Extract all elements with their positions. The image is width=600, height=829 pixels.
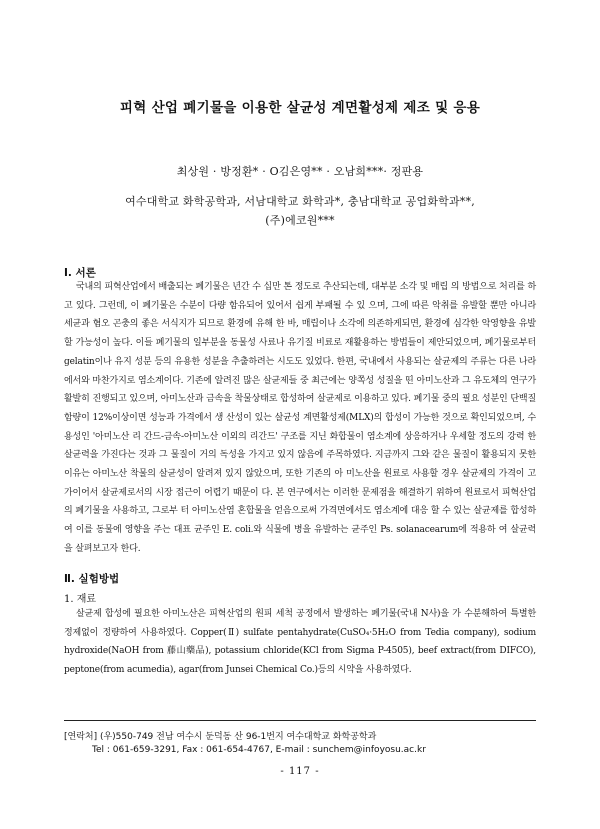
paper-title: 피혁 산업 폐기물을 이용한 살균성 계면활성제 제조 및 응용 xyxy=(119,100,481,116)
contact-phone-email: Tel : 061-659-3291, Fax : 061-654-4767, E-mail : sunchem@infoyosu.ac.kr xyxy=(92,745,426,755)
materials-line: Sigma P-4505), beef extract(from DIFCO), peptone(from acumedia), agar(from Junsei Chemical xyxy=(64,646,536,676)
contact-address: [연락처] (우)550-749 전남 여수시 둔덕동 산 96-1번지 여수대학교 화학공학과 xyxy=(64,732,377,742)
affiliation-line-2: (주)에코원*** xyxy=(265,214,335,227)
intro-line: 같은 물질이 활용되지 못한 이유는 아미노산 착물의 살균성이 알려져 있지 않았으며, 또한 기존의 아 xyxy=(64,450,536,480)
intro-line: 띤 아미노산과 그 유도체의 연구가 활발히 진행되고 있으며, 아미노산과 금속을 착물상태로 합성하여 xyxy=(64,375,536,405)
intro-line: 간드-금속-아미노산 이외의 리간드' 구조를 지닌 화합물이 염소계에 상응하거나 우세할 정도의 강력 xyxy=(143,431,525,442)
intro-line: 산성이 있는 살균성 계면활성제(MLX)의 합성이 가능한 것으로 확인되었으며, 수용성인 '아미노산 리 xyxy=(64,412,536,442)
intro-line: 미노산을 원료로 사용할 경우 살균제의 가격이 고가이어서 살균제로서의 시장 접근이 어렵기 때문이 xyxy=(64,469,536,498)
intro-line: 다. 본 연구에서는 이러한 문제점을 해결하기 위하여 원료로서 피혁산업의 폐기물을 사용하고, 그로부 xyxy=(64,487,536,517)
intro-line: 다른 나라에서와 마찬가지로 염소계이다. 기존에 알려진 많은 살균제들 중 최근에는 양쪽성 성질을 xyxy=(64,356,537,386)
author-list: 최상원 · 방정환* · O김은영** · 오남희***· 정판용 xyxy=(176,165,424,178)
section-heading-introduction: Ⅰ. 서론 xyxy=(64,267,96,279)
intro-line: 국내의 피혁산업에서 배출되는 폐기물은 년간 수 십만 톤 정도로 추산되는데, 대부분 소각 및 매립 xyxy=(76,282,448,292)
intro-line: 의 방법으로 처리를 하고 있다. 그런데, 이 폐기물은 수분이 다량 함유되어 있어서 쉽게 부패될 수 있 xyxy=(64,282,537,311)
intro-line: 한 바, 매립이나 소각에 의존하게되면, 환경에 심각한 악영향을 유발할 가능성이 높다. 이들 폐기물의 xyxy=(64,319,536,349)
materials-line: 수분해하여 특별한 정제없이 정량하여 사용하였다. Copper(Ⅱ) sulfate pentahydrate(CuSO₄·5H₂O xyxy=(64,609,536,638)
affiliation-line-1: 여수대학교 화학공학과, 서남대학교 화학과*, 충남대학교 공업화학과**, xyxy=(125,195,475,208)
materials-line: Co.)등의 시약을 사용하였다. xyxy=(299,665,412,676)
intro-line: 여 살균력을 살펴보고자 한다. xyxy=(64,525,537,554)
subsection-heading-materials: 1. 재료 xyxy=(64,594,97,605)
introduction-paragraph xyxy=(64,278,536,559)
intro-line: 으며, 그에 따른 악취를 유발할 뿐만 아니라 세균과 혐오 곤충의 좋은 서식지가 되므로 환경에 유해 xyxy=(64,300,536,330)
materials-line: 살균제 합성에 필요한 아미노산은 피혁산업의 원피 세척 공정에서 발생하는 폐기물(국내 N사)을 가 xyxy=(76,609,461,619)
intro-line: 한 살균력을 가진다는 것과 그 물질이 거의 독성을 가지고 있지 않음에 주목하였다. 지금까지 그와 xyxy=(64,431,536,461)
materials-line: from Tedia company), sodium hydroxide(NaOH from 藤山藥品), potassium chloride(KCl from xyxy=(64,627,536,657)
intro-line: 유지 성분 등의 유용한 성분을 추출하려는 시도도 있었다. 한편, 국내에서 사용되는 살균제의 주류는 xyxy=(114,356,497,367)
intro-line: 터 아미노산염 혼합물을 얻음으로써 가격면에서도 염소계에 대응 할 수 있는 살균제를 합성하여 이를 xyxy=(64,506,536,536)
intro-line: 살균제로 이용하고 있다. 폐기물 중의 필요 성분인 단백질 함량이 12%이상이면 성능과 가격에서 생 xyxy=(64,394,536,423)
materials-paragraph xyxy=(64,605,536,680)
intro-line: 동물에 영향을 주는 대표 균주인 E. coli.와 식물에 병을 유발하는 균주인 Ps. solanacearum에 적용하 xyxy=(95,525,496,536)
footnote-divider xyxy=(64,720,536,721)
intro-line: 일부분을 동물성 사료나 유기질 비료로 재활용하는 방법들이 제안되었으며, 폐기물로부터 gelatin이나 xyxy=(64,338,536,367)
section-heading-methods: Ⅱ. 실험방법 xyxy=(64,573,120,585)
page-number: - 117 - xyxy=(280,766,320,777)
